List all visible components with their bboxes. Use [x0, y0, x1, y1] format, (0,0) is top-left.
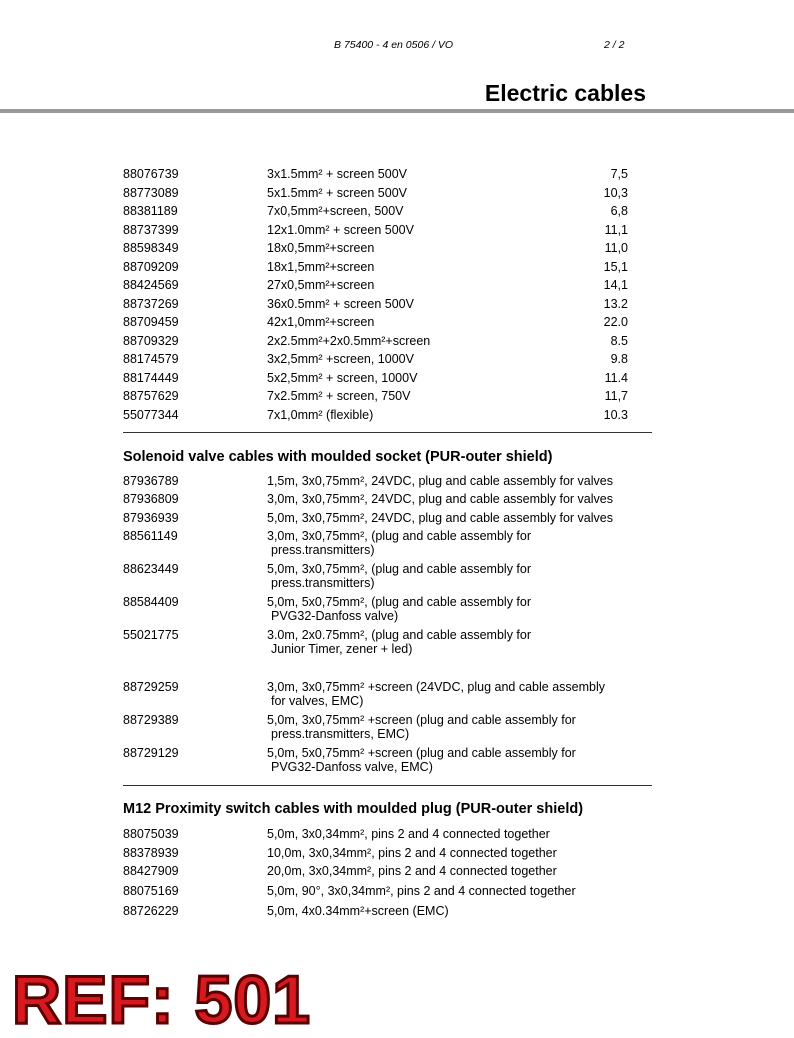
cable-value: 6,8	[610, 204, 628, 218]
cable-value: 14,1	[603, 278, 628, 292]
cable-description	[267, 529, 647, 557]
cable-description: 12x1.0mm² + screen 500V	[267, 223, 414, 237]
part-number: 88561149	[123, 529, 178, 543]
part-number: 88598349	[123, 241, 179, 255]
cable-description: 42x1,0mm²+screen	[267, 315, 375, 329]
cable-description	[267, 511, 647, 525]
cable-description: 7x0,5mm²+screen, 500V	[267, 204, 404, 218]
part-number: 88726229	[123, 904, 179, 918]
description-line: PVG32-Danfoss valve)	[271, 609, 399, 623]
header-divider	[0, 109, 794, 113]
cable-value: 7,5	[610, 167, 628, 181]
page-title: Electric cables	[484, 80, 646, 106]
cable-description: 36x0.5mm² + screen 500V	[267, 297, 414, 311]
cable-description	[267, 713, 647, 741]
cable-description: 5,0m, 90°, 3x0,34mm², pins 2 and 4 connected together	[267, 884, 576, 898]
part-number: 87936789	[123, 474, 179, 488]
description-line: 1,5m, 3x0,75mm², 24VDC, plug and cable assembly for valves	[267, 474, 613, 488]
cable-description: 20,0m, 3x0,34mm², pins 2 and 4 connected together	[267, 864, 557, 878]
part-number: 88584409	[123, 595, 179, 609]
description-line: 3,0m, 3x0,75mm², 24VDC, plug and cable assembly for valves	[267, 492, 613, 506]
part-number: 87936939	[123, 511, 179, 525]
part-number: 88623449	[123, 562, 179, 576]
description-line: Junior Timer, zener + led)	[271, 642, 413, 656]
part-number: 88773089	[123, 186, 179, 200]
cable-description: 5,0m, 4x0.34mm²+screen (EMC)	[267, 904, 449, 918]
part-number: 87936809	[123, 492, 179, 506]
cable-description	[267, 746, 647, 774]
description-line: 5,0m, 3x0,75mm², (plug and cable assembly for	[267, 562, 532, 576]
cable-value: 10,3	[603, 186, 628, 200]
part-number: 88729389	[123, 713, 179, 727]
cable-value: 11,1	[604, 223, 628, 237]
cable-description	[267, 628, 647, 656]
cable-description: 18x0,5mm²+screen	[267, 241, 375, 255]
document-code: B 75400 - 4 en 0506 / VO	[334, 39, 454, 51]
cable-value: 11,0	[604, 241, 628, 255]
cable-value: 15,1	[603, 260, 628, 274]
solenoid-section-title: Solenoid valve cables with moulded socket (PUR-outer shield)	[123, 449, 553, 465]
cable-description: 2x2.5mm²+2x0.5mm²+screen	[267, 334, 431, 348]
part-number: 88729259	[123, 680, 179, 694]
description-line: 5,0m, 3x0,75mm² +screen (plug and cable assembly for	[267, 713, 576, 727]
cable-description: 18x1,5mm²+screen	[267, 260, 375, 274]
part-number: 88737399	[123, 223, 179, 237]
m12-section-title: M12 Proximity switch cables with moulded plug (PUR-outer shield)	[123, 801, 584, 817]
description-line: 3.0m, 2x0.75mm², (plug and cable assembly for	[267, 628, 532, 642]
part-number: 88076739	[123, 167, 179, 181]
part-number: 55021775	[123, 628, 179, 642]
part-number: 88757629	[123, 389, 179, 403]
cable-description	[267, 680, 647, 708]
cable-value: 11.4	[604, 371, 628, 385]
description-line: press.transmitters)	[271, 576, 375, 590]
cable-description: 7x2.5mm² + screen, 750V	[267, 389, 411, 403]
part-number: 88709329	[123, 334, 179, 348]
cable-description: 10,0m, 3x0,34mm², pins 2 and 4 connected together	[267, 846, 557, 860]
cable-description: 27x0,5mm²+screen	[267, 278, 375, 292]
description-line: 5,0m, 3x0,75mm², 24VDC, plug and cable assembly for valves	[267, 511, 613, 525]
part-number: 88729129	[123, 746, 179, 760]
cable-value: 22.0	[603, 315, 628, 329]
part-number: 55077344	[123, 408, 179, 422]
description-line: for valves, EMC)	[271, 694, 364, 708]
cable-value: 13.2	[603, 297, 628, 311]
cable-description	[267, 492, 647, 506]
part-number: 88378939	[123, 846, 179, 860]
cable-description: 5x2,5mm² + screen, 1000V	[267, 371, 418, 385]
part-number: 88075169	[123, 884, 179, 898]
description-line: 3,0m, 3x0,75mm² +screen (24VDC, plug and cable assembly	[267, 680, 606, 694]
part-number: 88424569	[123, 278, 179, 292]
cable-description: 3x1.5mm² + screen 500V	[267, 167, 407, 181]
section-divider	[123, 785, 652, 786]
reference-stamp: REF: 501	[12, 962, 311, 1038]
cable-value: 9.8	[610, 352, 628, 366]
cable-description	[267, 595, 647, 623]
cable-description: 3x2,5mm² +screen, 1000V	[267, 352, 414, 366]
part-number: 88709459	[123, 315, 179, 329]
part-number: 88075039	[123, 827, 179, 841]
cable-description: 7x1,0mm² (flexible)	[267, 408, 374, 422]
cable-description	[267, 562, 647, 590]
section-divider	[123, 432, 652, 433]
description-line: 3,0m, 3x0,75mm², (plug and cable assembly for	[267, 529, 532, 543]
description-line: press.transmitters, EMC)	[271, 727, 410, 741]
part-number: 88174449	[123, 371, 179, 385]
cable-value: 11,7	[604, 389, 628, 403]
description-line: 5,0m, 5x0,75mm², (plug and cable assembly for	[267, 595, 532, 609]
part-number: 88381189	[123, 204, 178, 218]
cable-description: 5,0m, 3x0,34mm², pins 2 and 4 connected together	[267, 827, 550, 841]
part-number: 88174579	[123, 352, 179, 366]
description-line: press.transmitters)	[271, 543, 375, 557]
cable-description	[267, 474, 647, 488]
page-number: 2 / 2	[604, 39, 625, 51]
part-number: 88427909	[123, 864, 179, 878]
part-number: 88737269	[123, 297, 179, 311]
description-line: PVG32-Danfoss valve, EMC)	[271, 760, 433, 774]
cable-value: 10.3	[603, 408, 628, 422]
cable-description: 5x1.5mm² + screen 500V	[267, 186, 407, 200]
part-number: 88709209	[123, 260, 179, 274]
cable-value: 8.5	[610, 334, 628, 348]
description-line: 5,0m, 5x0,75mm² +screen (plug and cable assembly for	[267, 746, 576, 760]
